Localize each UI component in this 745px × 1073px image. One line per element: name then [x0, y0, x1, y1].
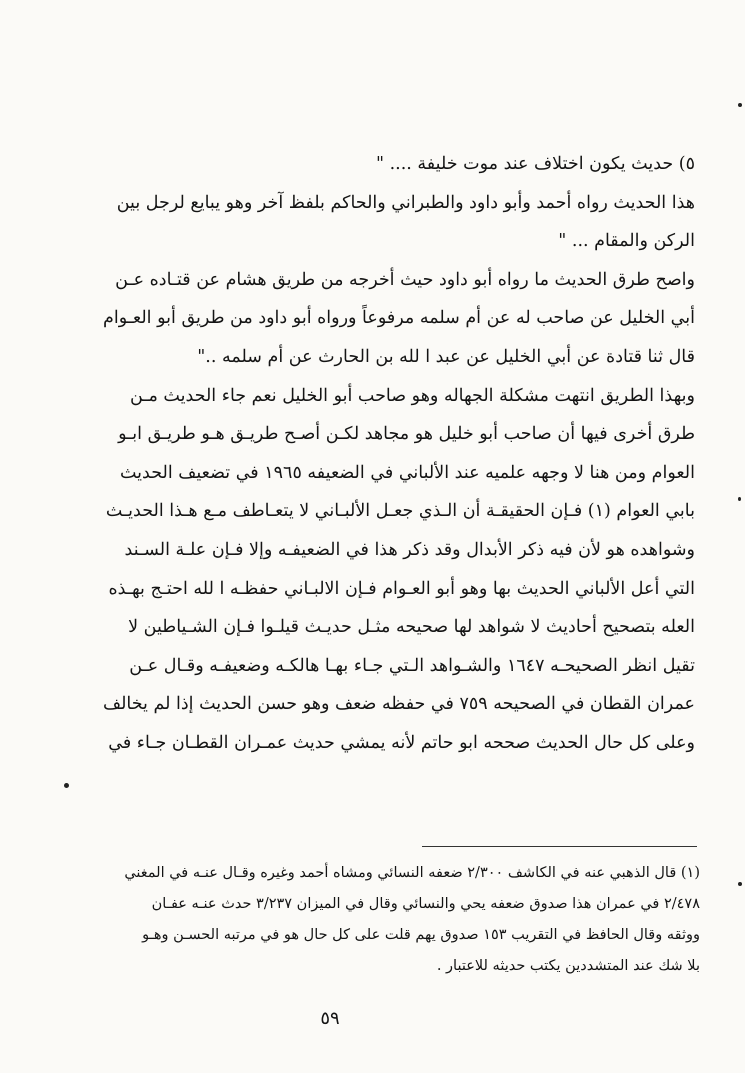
footnote-line: ووثقه وقال الحافظ في التقريب ١٥٣ صدوق يهم قلت على كل حال هو في مرتبه الحسـن وهـو — [142, 927, 700, 943]
footnote-divider — [422, 846, 697, 847]
text-line: تقيل انظر الصحيحـه ١٦٤٧ والشـواهد الـتي جـاء بهـا هالكـه وضعيفـه وقـال عـن — [129, 655, 695, 676]
text-line: طرق أخرى فيها أن صاحب أبو خليل هو مجاهد لكـن أصـح طريـق هـو طريـق ابـو — [118, 424, 695, 445]
text-line: بابي العوام (١) فـإن الحقيقـة أن الـذي جعـل الألبـاني لا يتعـاطف مـع هـذا الحديـث — [105, 501, 695, 522]
footnote-line: بلا شك عند المتشددين يكتب حديثه للاعتبار . — [436, 958, 700, 974]
text-line: واصح طرق الحديث ما رواه أبو داود حيث أخرجه من طريق هشام عن قتـاده عـن — [115, 269, 695, 290]
text-line: الركن والمقام ... " — [558, 231, 695, 252]
scan-speck-2 — [738, 497, 741, 501]
text-line: أبي الخليل عن صاحب له عن أم سلمه مرفوعاً ورواه أبو داود من طريق أبو العـوام — [103, 308, 695, 329]
footnote-line: (١) قال الذهبي عنه في الكاشف ٢/٣٠٠ ضعفه النسائي ومشاه أحمد وغيره وقـال عنـه في المغني — [124, 865, 700, 881]
main-text — [60, 145, 695, 763]
scan-speck-1 — [738, 103, 742, 107]
text-line: وبهذا الطريق انتهت مشكلة الجهاله وهو صاحب أبو الخليل نعم جاء الحديث مـن — [130, 385, 695, 406]
text-line: وشواهده هو لأن فيه ذكر الأبدال وقد ذكر هذا في الضعيفـه وإلا فـإن علـة السـند — [124, 539, 695, 560]
scan-speck-4 — [64, 783, 69, 788]
footnotes — [60, 858, 700, 982]
text-line: وعلى كل حال الحديث صححه ابو حاتم لأنه يمشي حديث عمـران القطـان جـاء في — [108, 732, 695, 753]
page-number: ٥٩ — [320, 1008, 340, 1029]
text-line: العوام ومن هنا لا وجهه علميه عند الألباني في الضعيفه ١٩٦٥ في تضعيف الحديث — [119, 462, 695, 483]
scan-speck-3 — [738, 882, 742, 886]
text-line: قال ثنا قتادة عن أبي الخليل عن عبد ا لله بن الحارث عن أم سلمه .." — [197, 346, 695, 367]
text-line: هذا الحديث رواه أحمد وأبو داود والطبراني والحاكم بلفظ آخر وهو يبايع لرجل بين — [116, 192, 695, 213]
text-line: عمران القطان في الصحيحه ٧٥٩ في حفظه ضعف وهو حسن الحديث إذا لم يخالف — [102, 694, 695, 715]
text-line: العله بتصحيح أحاديث لا شواهد لها صحيحه مثـل حديـث قيلـوا فـإن الشـياطين لا — [128, 617, 695, 638]
footnote-line: ٢/٤٧٨ في عمران هذا صدوق ضعفه يحي والنسائي وقال في الميزان ٣/٢٣٧ حدث عنـه عفـان — [151, 896, 700, 912]
text-line: ٥) حديث يكون اختلاف عند موت خليفة .... " — [376, 154, 695, 174]
text-line: التي أعل الألباني الحديث بها وهو أبو العـوام فـإن الالبـاني حفظـه ا لله احتـج بهـذه — [108, 578, 695, 599]
